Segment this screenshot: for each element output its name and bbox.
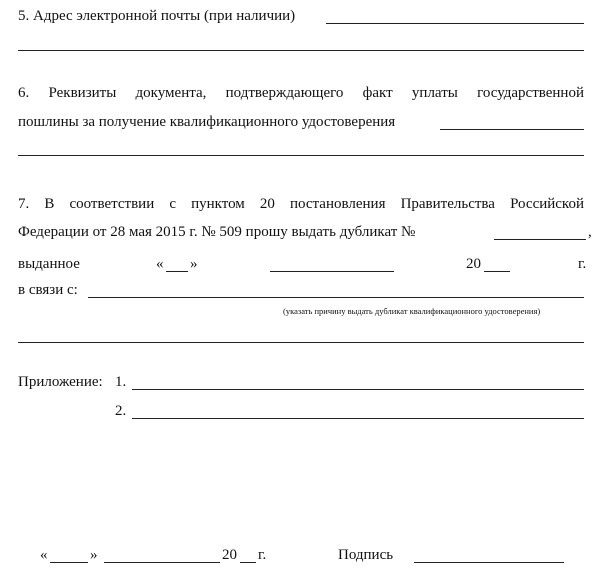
payment-doc-label-line1: 6. Реквизиты документа, подтверждающего факт уплаты государственной: [18, 85, 584, 101]
date-day-field[interactable]: [50, 562, 88, 563]
email-field[interactable]: [326, 23, 584, 24]
date-month-field[interactable]: [104, 562, 220, 563]
date-quote-close: »: [90, 547, 98, 563]
issued-quote-open: «: [156, 256, 164, 272]
issued-year-field[interactable]: [484, 271, 510, 272]
signature-label: Подпись: [338, 547, 394, 563]
issued-day-field[interactable]: [166, 271, 188, 272]
email-field-continued[interactable]: [18, 50, 584, 51]
attachment-1-field[interactable]: [132, 389, 584, 390]
attachment-2-number: 2.: [115, 403, 127, 419]
reason-label: в связи с:: [18, 282, 78, 298]
issued-label: выданное: [18, 256, 80, 272]
reason-field[interactable]: [88, 297, 584, 298]
duplicate-request-line1: 7. В соответствии с пунктом 20 постановления Правительства Российской: [18, 196, 584, 212]
issued-month-field[interactable]: [270, 271, 394, 272]
duplicate-request-line2: Федерации от 28 мая 2015 г. № 509 прошу выдать дубликат №: [18, 224, 416, 240]
date-year-field[interactable]: [240, 562, 256, 563]
email-label: 5. Адрес электронной почты (при наличии): [18, 8, 296, 24]
duplicate-number-comma: ,: [588, 224, 592, 240]
issued-year-prefix: 20: [466, 256, 481, 272]
reason-hint: (указать причину выдать дубликат квалификационного удостоверения): [283, 306, 541, 316]
issued-year-suffix: г.: [578, 256, 587, 272]
payment-doc-field[interactable]: [440, 129, 584, 130]
payment-doc-label-line2: пошлины за получение квалификационного удостоверения: [18, 114, 396, 130]
reason-field-continued[interactable]: [18, 342, 584, 343]
attachment-2-field[interactable]: [132, 418, 584, 419]
date-year-suffix: г.: [258, 547, 267, 563]
date-year-prefix: 20: [222, 547, 237, 563]
payment-doc-field-continued[interactable]: [18, 155, 584, 156]
issued-quote-close: »: [190, 256, 198, 272]
date-quote-open: «: [40, 547, 48, 563]
attachments-label: Приложение:: [18, 374, 103, 390]
attachment-1-number: 1.: [115, 374, 127, 390]
duplicate-number-field[interactable]: [494, 239, 586, 240]
signature-field[interactable]: [414, 562, 564, 563]
